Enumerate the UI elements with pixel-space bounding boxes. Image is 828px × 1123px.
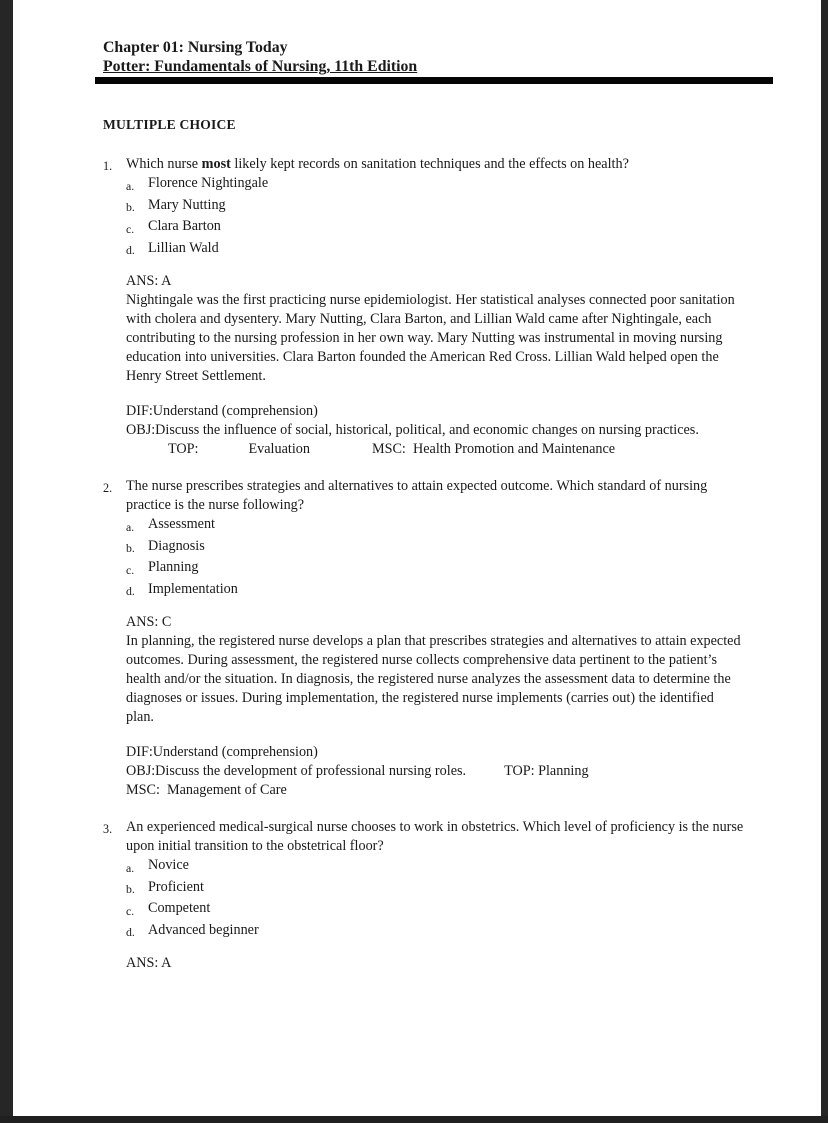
meta-top-label: TOP: bbox=[168, 441, 199, 457]
meta-obj: OBJ:Discuss the development of professional nursing roles. bbox=[126, 763, 467, 779]
option-text: Novice bbox=[148, 857, 189, 873]
meta-msc: MSC: Management of Care bbox=[126, 782, 287, 798]
stem-text-pre: An experienced medical-surgical nurse chooses to work in obstetrics. Which level of proficiency is the nurse upon initial transition to the obstetrical floor? bbox=[126, 819, 744, 854]
stem-text-pre: Which nurse bbox=[126, 156, 202, 172]
meta-dif: DIF:Understand (comprehension) bbox=[126, 744, 318, 760]
meta-msc: MSC: Health Promotion and Maintenance bbox=[371, 441, 616, 457]
question-3-option-d bbox=[126, 921, 744, 943]
option-letter: a. bbox=[126, 519, 135, 534]
option-letter: b. bbox=[126, 200, 135, 214]
stem-text-post: likely kept records on sanitation techniques and the effects on health? bbox=[230, 156, 629, 172]
question-1-number: 1. bbox=[103, 159, 113, 173]
question-2-body bbox=[126, 477, 744, 800]
question-3 bbox=[103, 818, 787, 973]
option-letter: c. bbox=[126, 562, 135, 577]
question-3-stem bbox=[126, 818, 744, 856]
meta-obj: OBJ:Discuss the influence of social, historical, political, and economic changes on nursing practices. bbox=[126, 422, 699, 438]
option-text: Advanced beginner bbox=[148, 921, 259, 938]
question-3-option-a bbox=[126, 856, 744, 878]
question-3-body bbox=[126, 818, 744, 973]
question-2-answer: ANS: C bbox=[126, 614, 172, 630]
header-rule bbox=[95, 77, 773, 84]
chapter-title: Chapter 01: Nursing Today bbox=[103, 39, 288, 56]
option-letter: b. bbox=[126, 541, 135, 555]
question-3-number: 3. bbox=[103, 822, 113, 836]
meta-top: TOP: Planning bbox=[504, 763, 589, 779]
option-text: Mary Nutting bbox=[148, 196, 226, 213]
meta-obj-top bbox=[126, 762, 744, 781]
question-1-meta bbox=[126, 402, 744, 459]
page-content bbox=[103, 0, 787, 973]
question-1-body bbox=[126, 155, 744, 459]
meta-top-value: Evaluation bbox=[248, 441, 310, 457]
meta-dif: DIF:Understand (comprehension) bbox=[126, 403, 318, 419]
option-text: Florence Nightingale bbox=[148, 175, 269, 191]
stem-text-bold: most bbox=[201, 156, 231, 172]
question-2-option-c bbox=[126, 558, 744, 580]
question-1 bbox=[103, 155, 787, 459]
option-text: Clara Barton bbox=[148, 218, 221, 234]
option-text: Implementation bbox=[148, 580, 238, 597]
question-1-rationale: Nightingale was the first practicing nurse epidemiologist. Her statistical analyses connected poor sanitation with cholera and dysentery. Mary Nutting, Clara Barton, and Lillian Wald came after Nightingale, each contributing to the nursing profession in her own way. Mary Nutting was instrumental in moving nursing education into universities. Clara Barton founded the American Red Cross. Lillian Wald helped open the Henry Street Settlement. bbox=[126, 292, 735, 384]
question-1-stem bbox=[126, 155, 744, 174]
question-1-option-d bbox=[126, 239, 744, 261]
question-2-meta bbox=[126, 743, 744, 800]
scan-border-left bbox=[0, 0, 13, 1123]
option-text: Competent bbox=[148, 900, 211, 916]
option-letter: a. bbox=[126, 178, 135, 193]
scan-border-right bbox=[821, 0, 828, 1123]
question-2-option-a bbox=[126, 515, 744, 537]
question-2-number: 2. bbox=[103, 481, 113, 495]
question-2-stem bbox=[126, 477, 744, 515]
option-letter: b. bbox=[126, 882, 135, 896]
book-title: Potter: Fundamentals of Nursing, 11th Edition bbox=[103, 58, 418, 75]
question-2-rationale: In planning, the registered nurse develops a plan that prescribes strategies and alternatives to attain expected outcomes. During assessment, the registered nurse collects comprehensive data pertinent to the patient’s health and/or the situation. In diagnosis, the registered nurse analyzes the assessment data to determine the diagnoses or issues. During implementation, the registered nurse implements (carries out) the identified plan. bbox=[126, 633, 741, 725]
option-letter: c. bbox=[126, 903, 135, 918]
question-1-option-a bbox=[126, 174, 744, 196]
scan-border-bottom bbox=[0, 1116, 828, 1123]
question-2-option-d bbox=[126, 580, 744, 602]
question-1-option-c bbox=[126, 217, 744, 239]
chapter-header bbox=[103, 38, 787, 76]
stem-text-pre: The nurse prescribes strategies and alternatives to attain expected outcome. Which standard of nursing practice is the nurse following? bbox=[126, 478, 708, 513]
option-text: Lillian Wald bbox=[148, 239, 219, 256]
option-letter: d. bbox=[126, 584, 135, 598]
option-letter: d. bbox=[126, 243, 135, 257]
option-letter: a. bbox=[126, 860, 135, 875]
question-3-answer: ANS: A bbox=[126, 955, 172, 971]
option-letter: c. bbox=[126, 221, 135, 236]
question-2 bbox=[103, 477, 787, 800]
question-2-option-b bbox=[126, 537, 744, 559]
option-text: Planning bbox=[148, 559, 199, 575]
option-text: Assessment bbox=[148, 516, 215, 532]
question-3-option-c bbox=[126, 899, 744, 921]
question-1-option-b bbox=[126, 196, 744, 218]
option-text: Proficient bbox=[148, 878, 204, 895]
meta-top-msc bbox=[126, 440, 744, 459]
question-1-answer: ANS: A bbox=[126, 273, 172, 289]
section-heading: MULTIPLE CHOICE bbox=[103, 117, 236, 132]
question-3-option-b bbox=[126, 878, 744, 900]
option-letter: d. bbox=[126, 925, 135, 939]
option-text: Diagnosis bbox=[148, 537, 205, 554]
